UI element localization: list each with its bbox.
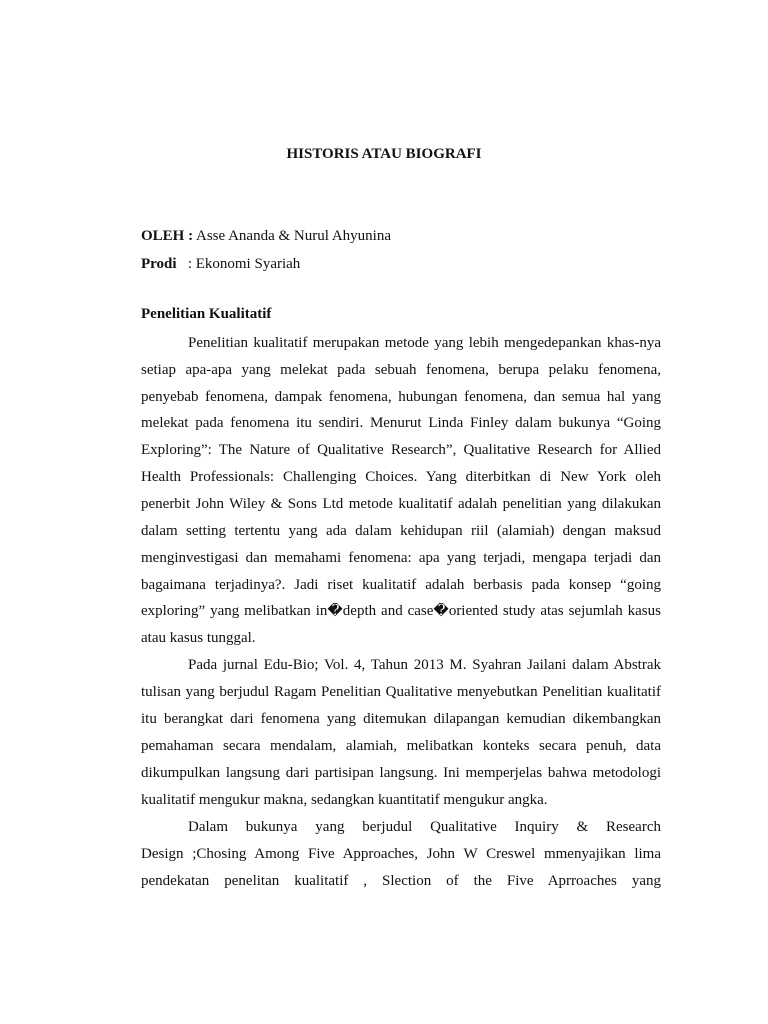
paragraph-line: Pada jurnal Edu-Bio; Vol. 4, Tahun 2013 M. Syahran Jailani dalam Abstrak [188, 657, 661, 673]
paragraph-line: Dalam bukunya yang berjudul Qualitative Inquiry & Research [188, 819, 661, 835]
paragraph-line: menginvestigasi dan memahami fenomena: apa yang terjadi, mengapa terjadi dan [141, 550, 661, 566]
prodi-label: Prodi [141, 256, 177, 272]
prodi-value: : Ekonomi Syariah [176, 256, 301, 272]
paragraph-line: dalam setting tertentu yang ada dalam kehidupan riil (alamiah) dengan maksud [141, 523, 661, 539]
paragraph-line: dikumpulkan langsung dari partisipan langsung. Ini memperjelas bahwa metodologi [141, 765, 661, 781]
paragraph-line: penyebab fenomena, dampak fenomena, hubungan fenomena, dan semua hal yang [141, 389, 661, 405]
paragraph-line: Design ;Chosing Among Five Approaches, John W Creswel mmenyajikan lima [141, 846, 661, 862]
author-line [141, 228, 391, 245]
document-title: HISTORIS ATAU BIOGRAFI [286, 146, 482, 162]
paragraph-line: atau kasus tunggal. [141, 630, 256, 646]
author-label: OLEH : [141, 228, 194, 244]
paragraph-line: Penelitian kualitatif merupakan metode yang lebih mengedepankan khas-nya [188, 335, 661, 351]
paragraph-line: melekat pada fenomena itu sendiri. Menurut Linda Finley dalam bukunya “Going [141, 415, 661, 431]
paragraph-line: setiap apa-apa yang melekat pada sebuah fenomena, berupa pelaku fenomena, [141, 362, 661, 378]
paragraph-line: tulisan yang berjudul Ragam Penelitian Qualitative menyebutkan Penelitian kualitatif [141, 684, 661, 700]
paragraph-line: penerbit John Wiley & Sons Ltd metode kualitatif adalah penelitian yang dilakukan [141, 496, 661, 512]
paragraph-line: exploring” yang melibatkan in�depth and case�oriented study atas sejumlah kasus [141, 603, 661, 619]
paragraph-line: Exploring”: The Nature of Qualitative Research”, Qualitative Research for Allied [141, 442, 661, 458]
paragraph-line: itu berangkat dari fenomena yang ditemukan dilapangan kemudian dikembangkan [141, 711, 661, 727]
paragraph-line: pemahaman secara mendalam, alamiah, melibatkan konteks secara penuh, data [141, 738, 661, 754]
section-heading: Penelitian Kualitatif [141, 306, 272, 322]
paragraph-line: Health Professionals: Challenging Choices. Yang diterbitkan di New York oleh [141, 469, 661, 485]
prodi-line [141, 256, 300, 273]
paragraph-line: pendekatan penelitan kualitatif , Slection of the Five Aprroaches yang [141, 873, 661, 889]
author-value: Asse Ananda & Nurul Ahyunina [193, 228, 391, 244]
paragraph-line: kualitatif mengukur makna, sedangkan kuantitatif mengukur angka. [141, 792, 548, 808]
paragraph-line: bagaimana terjadinya?. Jadi riset kualitatif adalah berbasis pada konsep “going [141, 577, 661, 593]
